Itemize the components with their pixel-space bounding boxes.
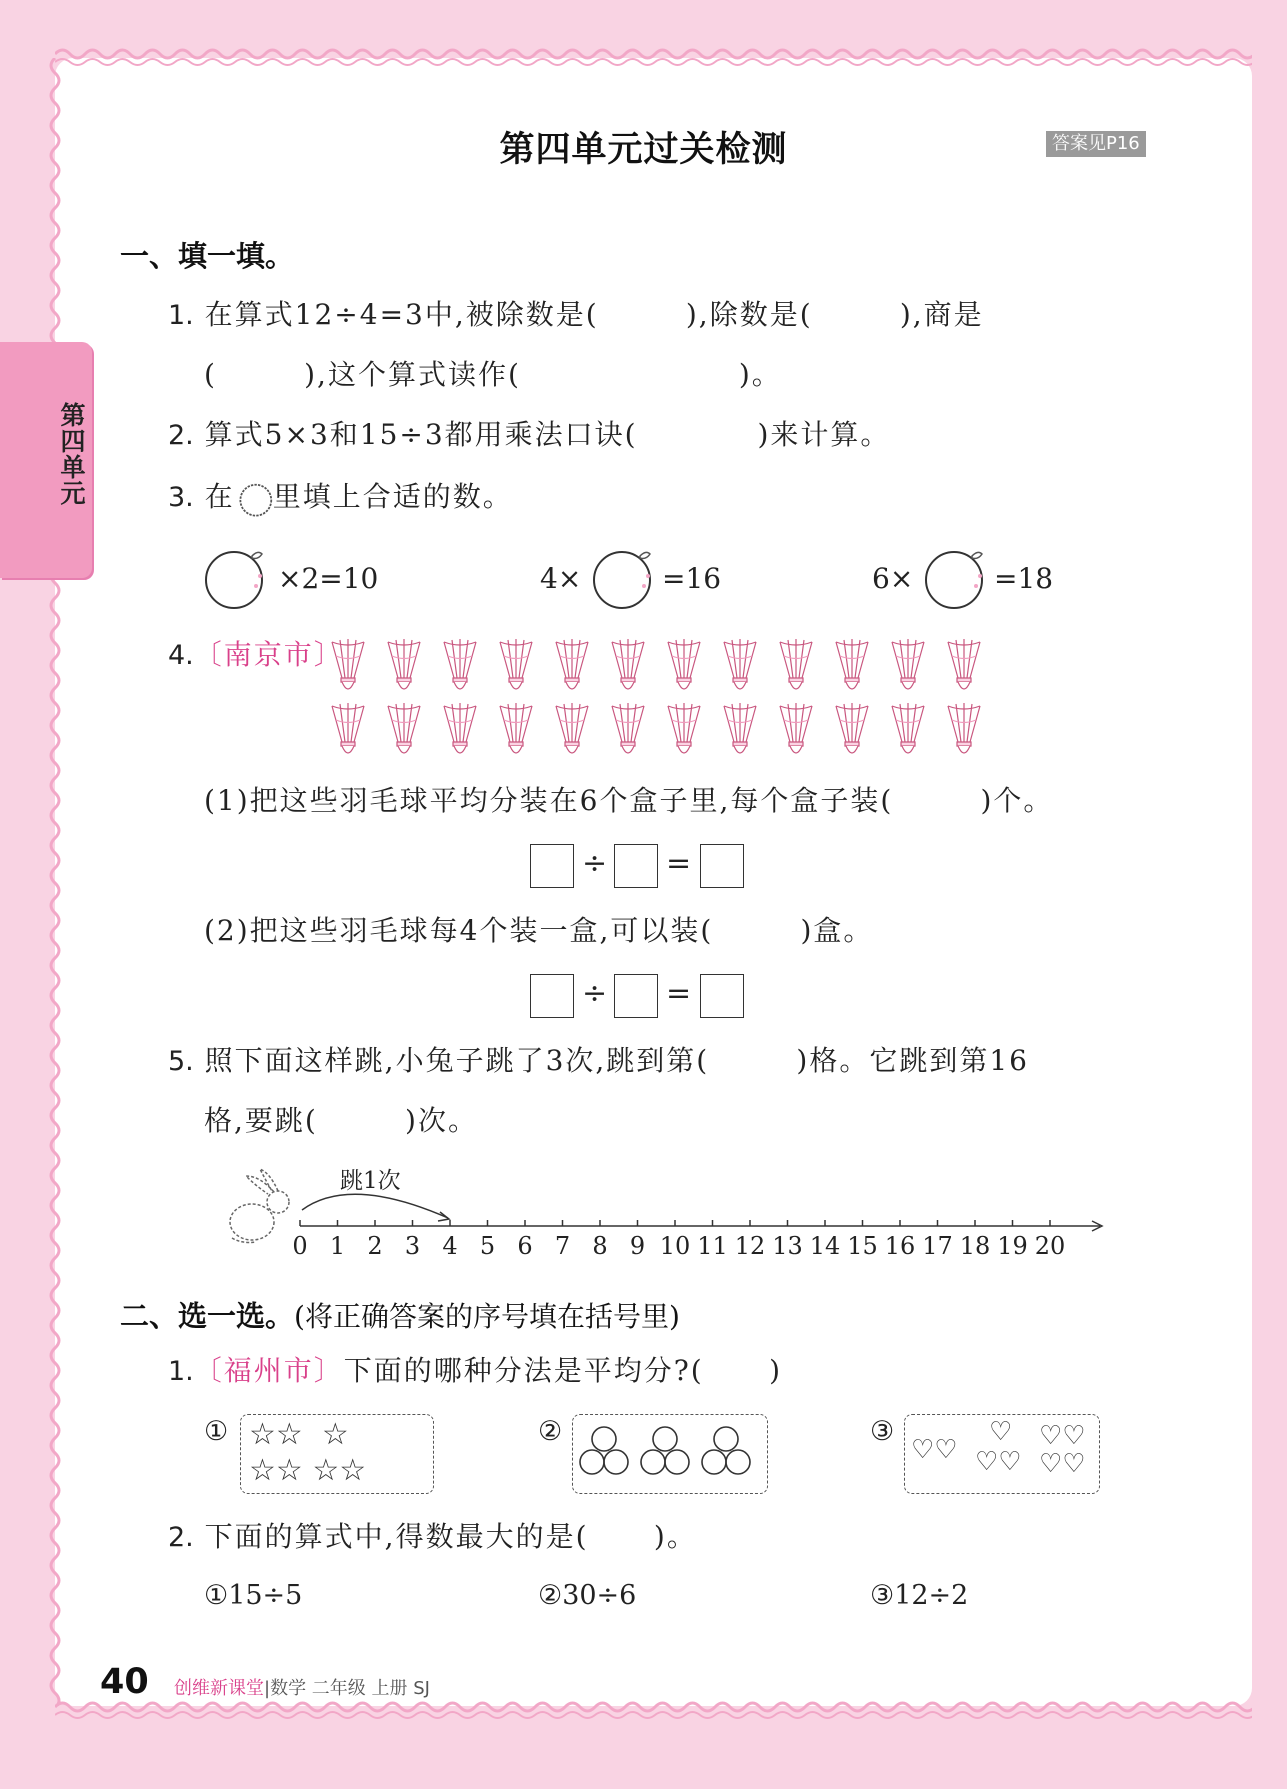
shuttlecock-icon xyxy=(550,638,594,694)
answer-circle-1[interactable] xyxy=(204,546,268,610)
page-number: 40 xyxy=(100,1662,149,1702)
shuttlecock-icon xyxy=(550,702,594,758)
number-line-tick-label: 14 xyxy=(809,1232,841,1260)
q4-part1: (1)把这些羽毛球平均分装在6个盒子里,每个盒子装( )个。 xyxy=(204,784,1054,817)
shuttlecock-icon xyxy=(774,638,818,694)
shuttlecock-grid xyxy=(326,638,986,763)
number-line-tick-label: 5 xyxy=(479,1232,496,1260)
number-line xyxy=(220,1160,1120,1270)
number-line-tick-label: 9 xyxy=(629,1232,646,1260)
shuttlecock-icon xyxy=(886,702,930,758)
q2-text: 算式5×3和15÷3都用乘法口诀( )来计算。 xyxy=(204,418,891,451)
q3-text-before: 在 xyxy=(204,480,235,513)
q2-number: 2. xyxy=(168,420,194,451)
shuttlecock-icon xyxy=(830,638,874,694)
s2-q2 xyxy=(168,1520,697,1555)
q5-text-line2: 格,要跳( )次。 xyxy=(204,1104,478,1137)
shuttlecock-icon xyxy=(606,638,650,694)
q4-region-tag: 〔南京市〕 xyxy=(193,638,344,671)
circles-group-box xyxy=(572,1414,768,1494)
small-circle-icon xyxy=(238,480,276,518)
q4-number: 4. xyxy=(168,640,194,671)
shuttlecock-icon xyxy=(326,638,370,694)
section2-note: (将正确答案的序号填在括号里) xyxy=(294,1300,680,1333)
q1-line1 xyxy=(168,298,984,333)
number-line-tick-label: 8 xyxy=(592,1232,608,1260)
stars-row-1: ☆☆ ☆ xyxy=(249,1417,349,1452)
q4-part2-quotient-box[interactable] xyxy=(700,974,744,1018)
hearts-group-box xyxy=(904,1414,1100,1494)
s2-q2-option-1[interactable]: ①15÷5 xyxy=(204,1580,303,1611)
number-line-tick-label: 19 xyxy=(997,1232,1028,1260)
q4-part1-dividend-box[interactable] xyxy=(530,844,574,888)
s2-q1-option-2-marker[interactable]: ② xyxy=(538,1416,563,1447)
answer-reference-badge: 答案见P16 xyxy=(1046,131,1146,157)
shuttlecock-icon xyxy=(326,702,370,758)
q4-part2-dividend-box[interactable] xyxy=(530,974,574,1018)
shuttlecock-icon xyxy=(382,638,426,694)
shuttlecock-icon xyxy=(774,702,818,758)
q4-part2: (2)把这些羽毛球每4个装一盒,可以装( )盒。 xyxy=(204,914,874,947)
number-line-tick-label: 15 xyxy=(847,1232,878,1260)
shuttlecock-icon xyxy=(718,638,762,694)
s2-q1 xyxy=(168,1354,782,1389)
answer-circle-3[interactable] xyxy=(924,546,988,610)
s2-q2-text: 下面的算式中,得数最大的是( )。 xyxy=(204,1520,697,1553)
q3-text-after: 里填上合适的数。 xyxy=(272,480,513,513)
hearts-pair-e: ♡♡ xyxy=(1039,1449,1086,1479)
s2-q1-region-tag: 〔福州市〕 xyxy=(193,1354,344,1387)
q4-part2-divisor-box[interactable] xyxy=(614,974,658,1018)
s2-q1-option-1-marker[interactable]: ① xyxy=(204,1416,229,1447)
jump-label: 跳1次 xyxy=(340,1168,401,1194)
stars-group-box xyxy=(240,1414,434,1494)
number-line-tick-label: 17 xyxy=(922,1232,953,1260)
footer-book-info xyxy=(174,1674,430,1700)
unit-side-tab xyxy=(0,342,92,578)
s2-q1-text: 下面的哪种分法是平均分?( ) xyxy=(343,1354,783,1387)
footer-brand: 创维新课堂 xyxy=(174,1678,264,1699)
number-line-tick-label: 13 xyxy=(772,1232,803,1260)
top-wavy-border xyxy=(55,42,1252,72)
number-line-tick-label: 16 xyxy=(884,1232,916,1260)
q4-part1-divisor-box[interactable] xyxy=(614,844,658,888)
shuttlecock-icon xyxy=(662,638,706,694)
shuttlecock-icon xyxy=(662,702,706,758)
q5-line1 xyxy=(168,1044,1029,1079)
q3-equation-3-suffix: =18 xyxy=(994,562,1054,595)
shuttlecock-icon xyxy=(886,638,930,694)
q4-part1-quotient-box[interactable] xyxy=(700,844,744,888)
shuttlecock-icon xyxy=(942,702,986,758)
q4-part1-div-sign: ÷ xyxy=(582,846,608,881)
page-title: 第四单元过关检测 xyxy=(499,130,788,170)
section1-heading: 一、填一填。 xyxy=(120,239,295,273)
shuttlecock-icon xyxy=(438,638,482,694)
q5-text-line1: 照下面这样跳,小兔子跳了3次,跳到第( )格。它跳到第16 xyxy=(204,1044,1029,1077)
number-line-tick-label: 2 xyxy=(367,1232,383,1260)
q3-equation-2-suffix: =16 xyxy=(662,562,722,595)
s2-q1-option-3-marker[interactable]: ③ xyxy=(870,1416,895,1447)
q1-text-line1: 在算式12÷4=3中,被除数是( ),除数是( ),商是 xyxy=(204,298,984,331)
number-line-tick-label: 3 xyxy=(404,1232,421,1260)
shuttlecock-icon xyxy=(830,702,874,758)
hearts-pair-d: ♡♡ xyxy=(1039,1421,1086,1451)
q3-equation-2-prefix: 4× xyxy=(540,562,582,595)
number-line-tick-label: 20 xyxy=(1034,1232,1066,1260)
footer-subject: |数学 二年级 上册 SJ xyxy=(264,1678,430,1699)
number-line-tick-label: 7 xyxy=(554,1232,571,1260)
s2-q2-option-2[interactable]: ②30÷6 xyxy=(538,1580,637,1611)
q2 xyxy=(168,418,890,453)
number-line-tick-label: 18 xyxy=(959,1232,991,1260)
number-line-tick-label: 4 xyxy=(442,1232,458,1260)
s2-q2-number: 2. xyxy=(168,1522,194,1553)
q1-number: 1. xyxy=(168,300,194,331)
hearts-pair-c: ♡♡ xyxy=(975,1447,1022,1477)
unit-side-tab-label: 第四单元 xyxy=(57,402,86,506)
shuttlecock-icon xyxy=(942,638,986,694)
shuttlecock-icon xyxy=(494,638,538,694)
number-line-tick-label: 0 xyxy=(292,1232,308,1260)
s2-q2-option-3[interactable]: ③12÷2 xyxy=(870,1580,969,1611)
left-wavy-border xyxy=(40,58,70,1706)
shuttlecock-icon xyxy=(718,702,762,758)
s2-q1-number: 1. xyxy=(168,1356,194,1387)
q4-part2-eq-sign: = xyxy=(666,976,692,1011)
number-line-tick-label: 11 xyxy=(697,1232,728,1260)
q1-text-line2: ( ),这个算式读作( )。 xyxy=(204,358,782,391)
q3-equation-3-prefix: 6× xyxy=(872,562,914,595)
number-line-tick-label: 10 xyxy=(659,1232,691,1260)
shuttlecock-icon xyxy=(494,702,538,758)
section2-heading xyxy=(120,1294,680,1335)
number-line-tick-label: 6 xyxy=(517,1232,533,1260)
shuttlecock-icon xyxy=(606,702,650,758)
circle-triangles-icon xyxy=(573,1415,767,1493)
rabbit-icon xyxy=(230,1169,289,1243)
q4-part2-div-sign: ÷ xyxy=(582,976,608,1011)
q3-equation-1: ×2=10 xyxy=(278,562,379,595)
q5-number: 5. xyxy=(168,1046,194,1077)
answer-circle-2[interactable] xyxy=(592,546,656,610)
q4-head xyxy=(168,638,344,673)
shuttlecock-icon xyxy=(438,702,482,758)
q3 xyxy=(168,480,513,515)
q3-number: 3. xyxy=(168,482,194,513)
hearts-pair-a: ♡♡ xyxy=(911,1435,958,1465)
number-line-tick-label: 12 xyxy=(734,1232,766,1260)
shuttlecock-icon xyxy=(382,702,426,758)
hearts-single-b: ♡ xyxy=(989,1417,1013,1447)
number-line-tick-label: 1 xyxy=(329,1232,346,1260)
section2-title: 二、选一选。 xyxy=(120,1299,295,1333)
stars-row-2: ☆☆ ☆☆ xyxy=(249,1453,367,1488)
q4-part1-eq-sign: = xyxy=(666,846,692,881)
